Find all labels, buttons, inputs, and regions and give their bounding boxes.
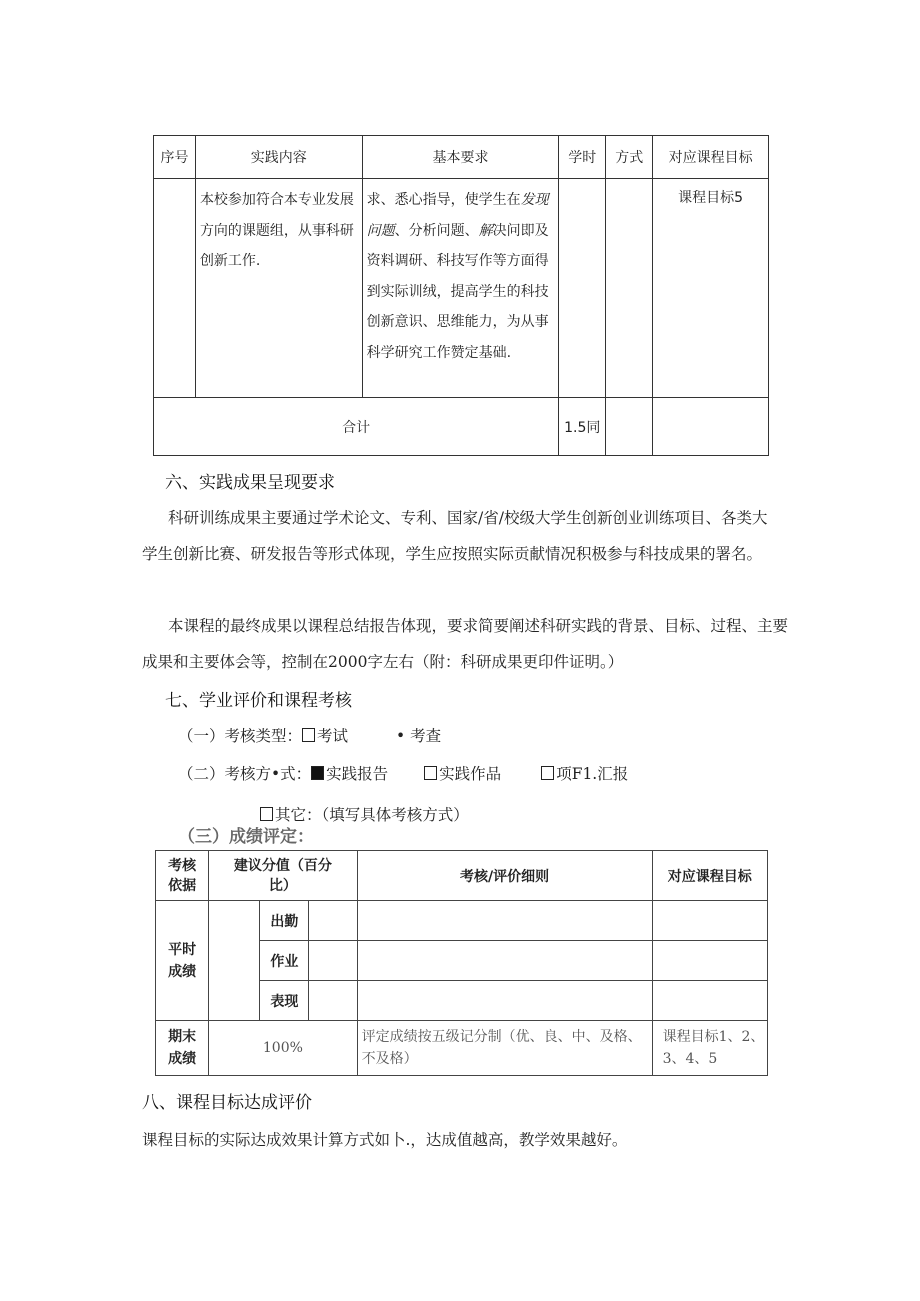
attendance-row [156, 901, 768, 941]
final-score-label: 期末成绩 [156, 1021, 209, 1076]
total-row [154, 398, 769, 456]
daily-score-percent [209, 901, 260, 1021]
header-goal: 对应课程目标 [652, 851, 767, 901]
total-goal [653, 398, 769, 456]
header-score: 建议分值（百分比） [209, 851, 357, 901]
report-checkbox[interactable] [311, 766, 324, 780]
assessment-other-line: 其它：（填写具体考核方式） [260, 803, 469, 825]
header-basis: 考核依据 [156, 851, 209, 901]
header-no: 序号 [154, 136, 196, 179]
section8-paragraph: 课程目标的实际达成效果计算方式如卜.，达成值越高，教学效果越好。 [142, 1131, 628, 1149]
grade-table [155, 850, 768, 1076]
final-score-rule: 评定成绩按五级记分制（优、良、中、及格、不及格） [357, 1021, 652, 1076]
attendance-label: 出勤 [260, 901, 309, 941]
section7-title: 七、学业评价和课程考核 [165, 691, 352, 711]
row-hours [559, 179, 606, 398]
final-score-goal: 课程目标1、2、3、4、5 [652, 1021, 767, 1076]
total-method [606, 398, 653, 456]
work-checkbox[interactable] [424, 766, 437, 780]
grade-table-header [156, 851, 768, 901]
header-requirement: 基本要求 [362, 136, 559, 179]
exam-checkbox[interactable] [302, 728, 315, 742]
header-hours: 学时 [559, 136, 606, 179]
practice-table [153, 135, 769, 456]
practice-row [154, 179, 769, 398]
practice-table-header [154, 136, 769, 179]
section6-title: 六、实践成果呈现要求 [165, 473, 335, 493]
assessment-mode-line: （二）考核方•式： 实践报告 实践作品 项F1.汇报 [178, 765, 629, 783]
project-checkbox[interactable] [541, 766, 554, 780]
row-no [154, 179, 196, 398]
row-requirement: 求、悉心指导，使学生在发现问题、分析问题、解决问即及资料调研、科技写作等方面得到实际训绒，提高学生的科技创新意识、思维能力，为从事科学研究工作赞定基础. [362, 179, 559, 398]
header-rules: 考核/评价细则 [357, 851, 652, 901]
other-checkbox[interactable] [260, 807, 273, 821]
row-content: 本校参加符合本专业发展方向的课题组，从事科研创新工作. [195, 179, 362, 398]
final-score-percent: 100% [209, 1021, 357, 1076]
grade-evaluation-label: （三）成绩评定： [178, 827, 314, 847]
performance-label: 表现 [260, 981, 309, 1021]
section6-paragraph-1: 科研训练成果主要通过学术论文、专利、国家/省/校级大学生创新创业训练项目、各类大学生创新比赛、研发报告等形式体现，学生应按照实际贡献情况积极参与科技成果的署名。 [142, 509, 768, 563]
total-hours: 1.5同 [559, 398, 606, 456]
section8-title: 八、课程目标达成评价 [142, 1093, 312, 1113]
row-method [606, 179, 653, 398]
final-row [156, 1021, 768, 1076]
daily-score-label: 平时成绩 [156, 901, 209, 1021]
header-content: 实践内容 [195, 136, 362, 179]
header-method: 方式 [606, 136, 653, 179]
homework-label: 作业 [260, 941, 309, 981]
total-label: 合计 [154, 398, 559, 456]
header-goal: 对应课程目标 [653, 136, 769, 179]
row-goal: 课程目标5 [653, 179, 769, 398]
section6-paragraph-2: 本课程的最终成果以课程总结报告体现，要求简要阐述科研实践的背景、目标、过程、主要成果和主要体会等，控制在2000字左右（附：科研成果更印件证明。） [142, 617, 789, 671]
assessment-type-line: （一）考核类型： 考试 • 考查 [178, 727, 442, 745]
